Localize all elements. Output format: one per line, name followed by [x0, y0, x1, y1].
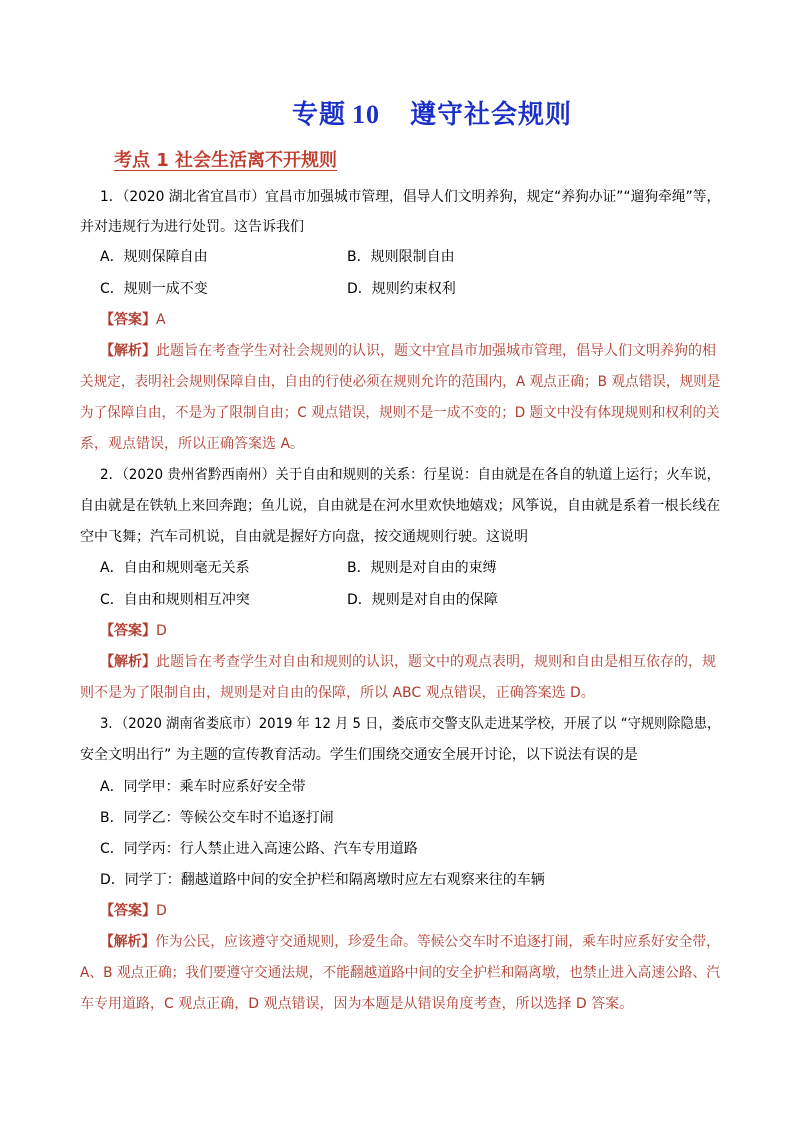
- q3-answer: [100, 901, 167, 921]
- q2-stem-line1: 2．（2020 贵州省黔西南州）关于自由和规则的关系：行星说：自由就是在各自的轨道上运行；火车说，: [100, 467, 721, 483]
- q1-option-d: D．规则约束权利: [347, 281, 456, 297]
- q2-stem-line3: 空中飞舞；汽车司机说，自由就是握好方向盘，按交通规则行驶。这说明: [80, 529, 528, 545]
- answer-value: A: [156, 312, 166, 328]
- explanation-text: 此题旨在考查学生对社会规则的认识，题文中宜昌市加强城市管理，倡导人们文明养狗的相: [156, 343, 716, 359]
- answer-value: D: [156, 903, 167, 919]
- explanation-text: 作为公民，应该遵守交通规则，珍爱生命。等候公交车时不追逐打闹，乘车时应系好安全带，: [155, 934, 720, 950]
- q3-explanation-line1: [100, 932, 720, 952]
- answer-value: D: [156, 623, 167, 639]
- answer-tag: 【答案】: [100, 312, 156, 328]
- explanation-tag: 【解析】: [100, 343, 156, 359]
- title-number: 10: [352, 100, 380, 129]
- q3-stem-line1: 3．（2020 湖南省娄底市）2019 年 12 月 5 日，娄底市交警支队走进某学校，开展了以 “守规则除隐患，: [100, 716, 721, 732]
- section-heading: 考点 1 社会生活离不开规则: [114, 150, 338, 171]
- q1-option-b: B．规则限制自由: [347, 249, 455, 265]
- q3-option-d: D．同学丁：翻越道路中间的安全护栏和隔离墩时应左右观察来往的车辆: [100, 872, 545, 888]
- q2-explanation-line2: 则不是为了限制自由，规则是对自由的保障，所以 ABC 观点错误，正确答案选 D。: [80, 685, 595, 701]
- q2-answer: [100, 621, 167, 641]
- q3-stem-line2: 安全文明出行” 为主题的宣传教育活动。学生们围绕交通安全展开讨论，以下说法有误的是: [80, 747, 638, 763]
- q2-option-b: B．规则是对自由的束缚: [347, 560, 497, 576]
- q3-explanation-line2: A、B 观点正确；我们要遵守交通法规，不能翻越道路中间的安全护栏和隔离墩，也禁止进入高速公路、汽: [80, 965, 720, 981]
- q2-option-a: A．自由和规则毫无关系: [100, 560, 250, 576]
- explanation-tag: 【解析】: [100, 934, 156, 950]
- q1-explanation-line1: [100, 341, 716, 361]
- page-title: [0, 94, 794, 131]
- explanation-tag: 【解析】: [100, 654, 156, 670]
- q2-stem-line2: 自由就是在铁轨上来回奔跑；鱼儿说，自由就是在河水里欢快地嬉戏；风筝说，自由就是系着一根长线在: [80, 498, 721, 514]
- q1-stem-line2: 并对违规行为进行处罚。这告诉我们: [80, 219, 304, 235]
- q1-answer: [100, 310, 166, 330]
- q3-option-b: B．同学乙：等候公交车时不追逐打闹: [100, 810, 334, 826]
- q3-option-c: C．同学丙：行人禁止进入高速公路、汽车专用道路: [100, 841, 418, 857]
- q1-explanation-line4: 系，观点错误，所以正确答案选 A。: [80, 436, 305, 452]
- answer-tag: 【答案】: [100, 903, 156, 919]
- q1-explanation-line2: 关规定，表明社会规则保障自由，自由的行使必须在规则允许的范围内，A 观点正确；B 观点错误，规则是: [80, 374, 721, 390]
- explanation-text: 此题旨在考查学生对自由和规则的认识，题文中的观点表明，规则和自由是相互依存的，规: [156, 654, 716, 670]
- q1-option-c: C．规则一成不变: [100, 281, 208, 297]
- answer-tag: 【答案】: [100, 623, 156, 639]
- q3-option-a: A．同学甲：乘车时应系好安全带: [100, 779, 306, 795]
- q1-stem-line1: 1．（2020 湖北省宜昌市）宜昌市加强城市管理，倡导人们文明养狗，规定“养狗办证”“遛狗牵绳”等，: [100, 189, 721, 205]
- q1-explanation-line3: 为了保障自由，不是为了限制自由；C 观点错误，规则不是一成不变的；D 题文中没有体现规则和权利的关: [80, 405, 720, 421]
- title-prefix: 专题: [291, 100, 346, 130]
- q2-option-d: D．规则是对自由的保障: [347, 592, 498, 608]
- q2-option-c: C．自由和规则相互冲突: [100, 592, 250, 608]
- q3-explanation-line3: 车专用道路，C 观点正确，D 观点错误，因为本题是从错误角度考查，所以选择 D 答案。: [80, 996, 634, 1012]
- q1-option-a: A．规则保障自由: [100, 249, 208, 265]
- q2-explanation-line1: [100, 652, 716, 672]
- title-text: 遵守社会规则: [410, 100, 573, 130]
